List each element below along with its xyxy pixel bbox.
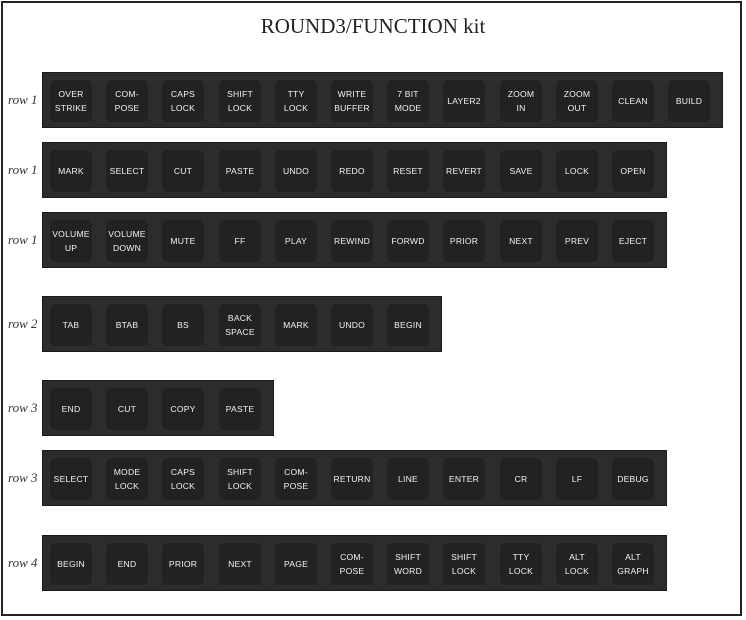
key-row bbox=[42, 142, 667, 198]
key-label: TTY LOCK bbox=[508, 552, 534, 576]
key[interactable] bbox=[105, 542, 149, 586]
key[interactable] bbox=[274, 219, 318, 263]
row-label: row 3 bbox=[8, 470, 38, 485]
key-label: NEXT bbox=[509, 236, 533, 246]
key[interactable] bbox=[555, 149, 599, 193]
key-label: CAPS LOCK bbox=[170, 89, 196, 113]
key-label: DEBUG bbox=[617, 474, 649, 484]
key-label: REWIND bbox=[333, 236, 371, 246]
key[interactable] bbox=[161, 149, 205, 193]
key[interactable] bbox=[611, 219, 655, 263]
key[interactable] bbox=[274, 457, 318, 501]
key[interactable] bbox=[611, 149, 655, 193]
key[interactable] bbox=[218, 303, 262, 347]
key[interactable] bbox=[442, 542, 486, 586]
key-label: LINE bbox=[398, 474, 418, 484]
key[interactable] bbox=[499, 457, 543, 501]
key-label: COM- POSE bbox=[283, 467, 309, 491]
key[interactable] bbox=[161, 457, 205, 501]
key-label: PRIOR bbox=[449, 236, 479, 246]
key-label: PAGE bbox=[283, 559, 309, 569]
key-label: PREV bbox=[564, 236, 590, 246]
key[interactable] bbox=[218, 219, 262, 263]
key-label: TTY LOCK bbox=[283, 89, 309, 113]
key[interactable] bbox=[161, 387, 205, 431]
key-label: SELECT bbox=[109, 166, 145, 176]
key-label: RESET bbox=[393, 166, 423, 176]
key-label: FORWD bbox=[391, 236, 425, 246]
key[interactable] bbox=[274, 79, 318, 123]
key-label: OPEN bbox=[620, 166, 646, 176]
row-label: row 1 bbox=[8, 162, 38, 177]
key[interactable] bbox=[49, 303, 93, 347]
key-label: NEXT bbox=[228, 559, 252, 569]
key[interactable] bbox=[105, 303, 149, 347]
key[interactable] bbox=[105, 457, 149, 501]
key[interactable] bbox=[218, 149, 262, 193]
key-label: LF bbox=[571, 474, 583, 484]
key-label: COPY bbox=[170, 404, 196, 414]
key-label: TAB bbox=[62, 320, 80, 330]
key-label: LAYER2 bbox=[447, 96, 481, 106]
key[interactable] bbox=[330, 149, 374, 193]
key-label: MUTE bbox=[170, 236, 196, 246]
row-label: row 1 bbox=[8, 232, 38, 247]
key[interactable] bbox=[49, 457, 93, 501]
key[interactable] bbox=[105, 219, 149, 263]
key-label: 7 BIT MODE bbox=[394, 89, 422, 113]
key-label: REVERT bbox=[446, 166, 482, 176]
key-label: BACK SPACE bbox=[225, 313, 255, 337]
key[interactable] bbox=[105, 149, 149, 193]
row-label: row 3 bbox=[8, 400, 38, 415]
row-label: row 1 bbox=[8, 92, 38, 107]
key-label: VOLUME UP bbox=[52, 229, 90, 253]
key[interactable] bbox=[218, 79, 262, 123]
key-label: BEGIN bbox=[57, 559, 85, 569]
key[interactable] bbox=[49, 219, 93, 263]
key[interactable] bbox=[386, 79, 430, 123]
key-label: VOLUME DOWN bbox=[108, 229, 146, 253]
key[interactable] bbox=[161, 303, 205, 347]
key[interactable] bbox=[49, 542, 93, 586]
key-label: WRITE BUFFER bbox=[334, 89, 370, 113]
key[interactable] bbox=[386, 219, 430, 263]
key[interactable] bbox=[218, 457, 262, 501]
key-label: CR bbox=[514, 474, 528, 484]
key-label: ZOOM OUT bbox=[563, 89, 591, 113]
key[interactable] bbox=[105, 79, 149, 123]
key[interactable] bbox=[218, 542, 262, 586]
key-label: SHIFT WORD bbox=[393, 552, 422, 576]
key-label: SHIFT LOCK bbox=[451, 552, 477, 576]
row-label: row 2 bbox=[8, 316, 38, 331]
key[interactable] bbox=[555, 542, 599, 586]
key-row bbox=[42, 535, 667, 591]
key-label: UNDO bbox=[338, 320, 366, 330]
key-label: CUT bbox=[173, 166, 193, 176]
key-label: BTAB bbox=[115, 320, 139, 330]
key[interactable] bbox=[442, 219, 486, 263]
key-row bbox=[42, 296, 442, 352]
key-label: FF bbox=[234, 236, 246, 246]
key-label: MARK bbox=[283, 320, 309, 330]
key-label: ZOOM IN bbox=[507, 89, 535, 113]
key[interactable] bbox=[667, 79, 711, 123]
key-label: PLAY bbox=[284, 236, 308, 246]
key[interactable] bbox=[555, 79, 599, 123]
key-label: BS bbox=[177, 320, 189, 330]
key[interactable] bbox=[386, 542, 430, 586]
key[interactable] bbox=[611, 79, 655, 123]
key-label: END bbox=[117, 559, 137, 569]
key-label: PASTE bbox=[225, 404, 255, 414]
key[interactable] bbox=[499, 542, 543, 586]
key[interactable] bbox=[330, 542, 374, 586]
key[interactable] bbox=[161, 79, 205, 123]
page-title: ROUND3/FUNCTION kit bbox=[260, 14, 486, 38]
key-label: BEGIN bbox=[394, 320, 422, 330]
key[interactable] bbox=[386, 457, 430, 501]
key[interactable] bbox=[611, 542, 655, 586]
key-label: MODE LOCK bbox=[113, 467, 141, 491]
key[interactable] bbox=[330, 79, 374, 123]
key-label: OVER STRIKE bbox=[54, 89, 88, 113]
key-row bbox=[42, 72, 723, 128]
key-label: EJECT bbox=[618, 236, 648, 246]
key[interactable] bbox=[499, 219, 543, 263]
key[interactable] bbox=[49, 79, 93, 123]
key[interactable] bbox=[442, 149, 486, 193]
key-label: MARK bbox=[58, 166, 84, 176]
key[interactable] bbox=[218, 387, 262, 431]
key[interactable] bbox=[386, 149, 430, 193]
key-label: END bbox=[61, 404, 81, 414]
key[interactable] bbox=[442, 79, 486, 123]
key[interactable] bbox=[330, 457, 374, 501]
key-label: SHIFT LOCK bbox=[227, 89, 253, 113]
key-row bbox=[42, 212, 667, 268]
key[interactable] bbox=[105, 387, 149, 431]
key[interactable] bbox=[499, 149, 543, 193]
key-label: SAVE bbox=[509, 166, 533, 176]
key[interactable] bbox=[330, 219, 374, 263]
key-label: RETURN bbox=[333, 474, 371, 484]
key[interactable] bbox=[442, 457, 486, 501]
key[interactable] bbox=[274, 149, 318, 193]
key-label: ALT GRAPH bbox=[617, 552, 649, 576]
key-label: SHIFT LOCK bbox=[227, 467, 253, 491]
key[interactable] bbox=[555, 457, 599, 501]
key[interactable] bbox=[330, 303, 374, 347]
key[interactable] bbox=[161, 219, 205, 263]
key[interactable] bbox=[274, 542, 318, 586]
key[interactable] bbox=[611, 457, 655, 501]
key-label: CUT bbox=[117, 404, 137, 414]
key[interactable] bbox=[161, 542, 205, 586]
key-label: LOCK bbox=[564, 166, 590, 176]
key-label: REDO bbox=[339, 166, 365, 176]
key-label: CAPS LOCK bbox=[170, 467, 196, 491]
key-row bbox=[42, 450, 667, 506]
key[interactable] bbox=[555, 219, 599, 263]
key[interactable] bbox=[49, 149, 93, 193]
key-label: SELECT bbox=[53, 474, 89, 484]
key-label: ALT LOCK bbox=[564, 552, 590, 576]
key-label: BUILD bbox=[675, 96, 703, 106]
key-label: PRIOR bbox=[168, 559, 198, 569]
key[interactable] bbox=[274, 303, 318, 347]
key[interactable] bbox=[386, 303, 430, 347]
row-label: row 4 bbox=[8, 555, 38, 570]
key[interactable] bbox=[499, 79, 543, 123]
key[interactable] bbox=[49, 387, 93, 431]
key-label: COM- POSE bbox=[114, 89, 140, 113]
key-label: COM- POSE bbox=[339, 552, 365, 576]
key-label: PASTE bbox=[225, 166, 255, 176]
key-label: CLEAN bbox=[618, 96, 648, 106]
key-row bbox=[42, 380, 274, 436]
key-label: UNDO bbox=[282, 166, 310, 176]
key-label: ENTER bbox=[448, 474, 480, 484]
